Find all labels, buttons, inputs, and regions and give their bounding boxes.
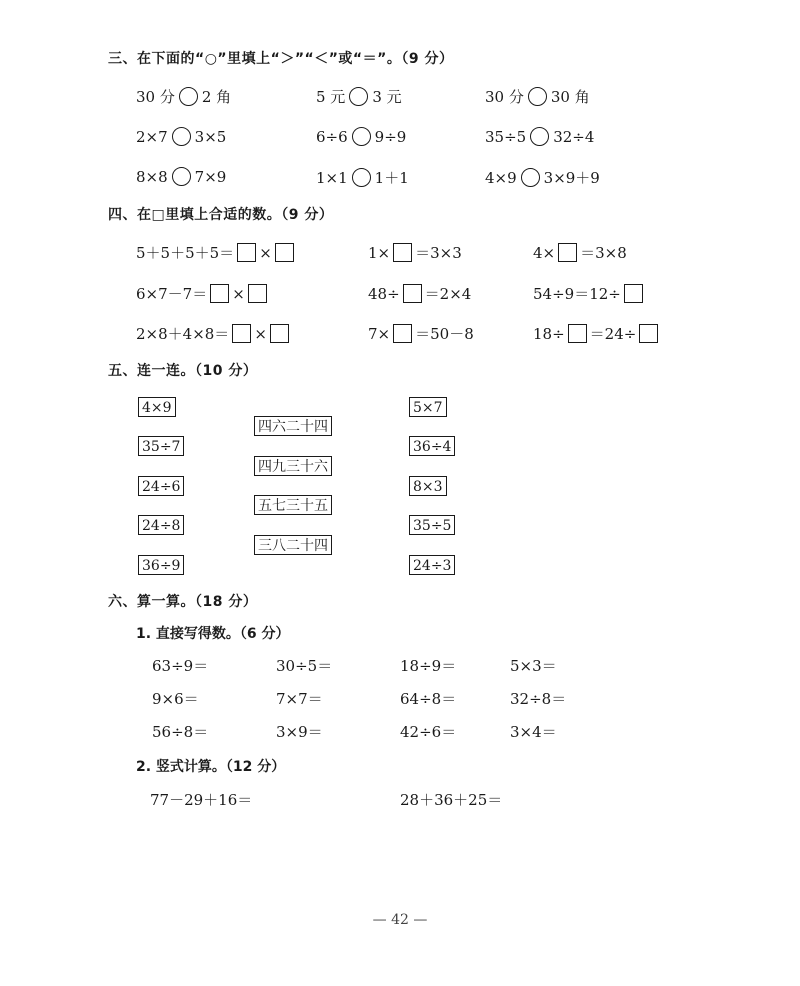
- answer-circle[interactable]: [528, 87, 547, 106]
- equation-text: ＝2×4: [424, 285, 472, 303]
- compare-left: 30 分: [136, 88, 175, 106]
- compare-item: [485, 86, 590, 107]
- section6-heading: 六、算一算。（18 分）: [108, 594, 258, 610]
- compare-left: 2×7: [136, 127, 168, 146]
- answer-circle[interactable]: [352, 127, 371, 146]
- match-left-item[interactable]: 24÷8: [138, 515, 184, 535]
- direct-problem: 7×7＝: [276, 690, 323, 708]
- direct-problem: 30÷5＝: [276, 657, 333, 675]
- direct-problem: 56÷8＝: [152, 723, 209, 741]
- answer-circle[interactable]: [530, 127, 549, 146]
- answer-circle[interactable]: [352, 168, 371, 187]
- equation-text: 1×: [368, 243, 391, 262]
- compare-right: 9÷9: [374, 127, 407, 146]
- compare-left: 1×1: [316, 168, 348, 187]
- answer-circle[interactable]: [521, 168, 540, 187]
- equation-text: ×: [254, 324, 267, 343]
- answer-circle[interactable]: [172, 127, 191, 146]
- answer-circle[interactable]: [172, 167, 191, 186]
- equation-text: 54÷9＝12÷: [533, 285, 621, 303]
- match-left-item[interactable]: 36÷9: [138, 555, 184, 575]
- answer-box[interactable]: [232, 324, 251, 343]
- direct-problem: 32÷8＝: [510, 690, 567, 708]
- compare-item: [316, 127, 406, 146]
- answer-box[interactable]: [403, 284, 422, 303]
- match-middle-item[interactable]: 三八二十四: [254, 535, 332, 555]
- match-left-item[interactable]: 35÷7: [138, 436, 184, 456]
- direct-problem: 9×6＝: [152, 690, 199, 708]
- equation-text: ×: [259, 243, 272, 262]
- direct-problem: 18÷9＝: [400, 657, 457, 675]
- equation-text: ＝24÷: [589, 325, 637, 343]
- match-left-item[interactable]: 24÷6: [138, 476, 184, 496]
- answer-box[interactable]: [393, 324, 412, 343]
- equation-text: 7×: [368, 324, 391, 343]
- compare-left: 35÷5: [485, 127, 527, 146]
- equation-text: ×: [232, 284, 245, 303]
- answer-box[interactable]: [237, 243, 256, 262]
- fill-item: [368, 283, 471, 304]
- match-left-item[interactable]: 4×9: [138, 397, 176, 417]
- section4-heading: 四、在□里填上合适的数。（9 分）: [108, 207, 334, 223]
- equation-text: 18÷: [533, 324, 565, 343]
- answer-box[interactable]: [624, 284, 643, 303]
- match-right-item[interactable]: 24÷3: [409, 555, 455, 575]
- match-right-item[interactable]: 35÷5: [409, 515, 455, 535]
- equation-text: ＝3×3: [415, 244, 462, 262]
- compare-item: [485, 167, 600, 188]
- fill-item: [533, 283, 646, 304]
- fill-item: [533, 323, 661, 344]
- answer-circle[interactable]: [179, 87, 198, 106]
- section3-heading: 三、在下面的“○”里填上“＞”“＜”或“＝”。（9 分）: [108, 51, 454, 67]
- vertical-problem: 77－29＋16＝: [150, 791, 253, 809]
- answer-box[interactable]: [558, 243, 577, 262]
- direct-answer-subheading: 1. 直接写得数。（6 分）: [136, 626, 290, 642]
- vertical-calc-subheading: 2. 竖式计算。（12 分）: [136, 759, 286, 775]
- equation-text: ＝50－8: [415, 325, 474, 343]
- compare-item: [316, 167, 409, 188]
- section5-heading: 五、连一连。（10 分）: [108, 363, 258, 379]
- match-middle-item[interactable]: 四六二十四: [254, 416, 332, 436]
- match-middle-item[interactable]: 五七三十五: [254, 495, 332, 515]
- answer-box[interactable]: [568, 324, 587, 343]
- fill-item: [136, 242, 297, 263]
- compare-right: 1＋1: [374, 169, 409, 187]
- compare-left: 4×9: [485, 168, 517, 187]
- compare-left: 8×8: [136, 167, 168, 186]
- compare-item: [136, 127, 226, 146]
- equation-text: 48÷: [368, 284, 400, 303]
- fill-item: [368, 242, 462, 263]
- equation-text: 2×8＋4×8＝: [136, 325, 230, 343]
- compare-right: 30 角: [550, 88, 590, 106]
- fill-item: [136, 323, 292, 344]
- answer-circle[interactable]: [349, 87, 368, 106]
- compare-item: [316, 86, 402, 107]
- answer-box[interactable]: [210, 284, 229, 303]
- fill-item: [533, 242, 627, 263]
- equation-text: 5＋5＋5＋5＝: [136, 244, 235, 262]
- answer-box[interactable]: [248, 284, 267, 303]
- compare-item: [136, 167, 226, 186]
- compare-right: 3×5: [194, 127, 227, 146]
- match-right-item[interactable]: 5×7: [409, 397, 447, 417]
- compare-right: 3×9＋9: [543, 169, 600, 187]
- compare-item: [136, 86, 231, 107]
- equation-text: 6×7－7＝: [136, 285, 208, 303]
- compare-right: 3 元: [372, 88, 402, 106]
- fill-item: [136, 283, 270, 304]
- direct-problem: 5×3＝: [510, 657, 557, 675]
- match-right-item[interactable]: 36÷4: [409, 436, 455, 456]
- fill-item: [368, 323, 474, 344]
- compare-right: 32÷4: [553, 127, 595, 146]
- compare-left: 30 分: [485, 88, 524, 106]
- match-right-item[interactable]: 8×3: [409, 476, 447, 496]
- answer-box[interactable]: [270, 324, 289, 343]
- compare-left: 6÷6: [316, 127, 348, 146]
- equation-text: 4×: [533, 243, 556, 262]
- compare-item: [485, 127, 594, 146]
- page-number: — 42 —: [372, 912, 428, 928]
- direct-problem: 64÷8＝: [400, 690, 457, 708]
- compare-left: 5 元: [316, 88, 346, 106]
- equation-text: ＝3×8: [580, 244, 627, 262]
- direct-problem: 42÷6＝: [400, 723, 457, 741]
- answer-box[interactable]: [275, 243, 294, 262]
- compare-right: 7×9: [194, 167, 227, 186]
- direct-problem: 63÷9＝: [152, 657, 209, 675]
- answer-box[interactable]: [639, 324, 658, 343]
- match-middle-item[interactable]: 四九三十六: [254, 456, 332, 476]
- answer-box[interactable]: [393, 243, 412, 262]
- compare-right: 2 角: [201, 88, 232, 106]
- vertical-problem: 28＋36＋25＝: [400, 791, 503, 809]
- direct-problem: 3×4＝: [510, 723, 557, 741]
- direct-problem: 3×9＝: [276, 723, 323, 741]
